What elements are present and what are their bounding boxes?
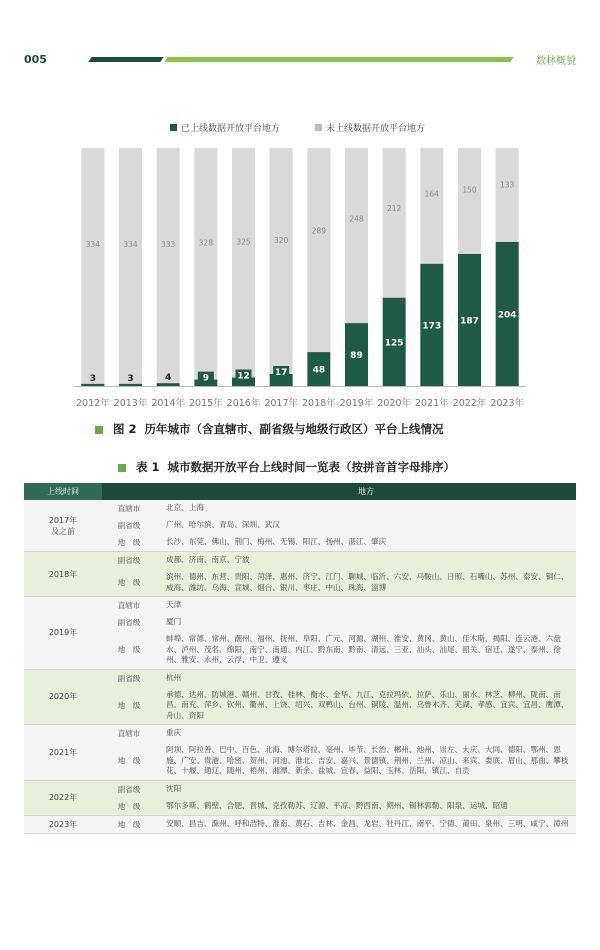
section-brand: 数林概貌 [536,56,576,67]
year-group [24,815,576,833]
year-group [24,552,576,597]
cities-cell: 鄂尔多斯、鹤壁、合肥、晋城、克孜勒苏、辽源、平凉、黔西南、朔州、锡林郭勒、阳泉、运城、昭通 [156,798,576,816]
data-label-not-launched: 334 [85,240,100,250]
x-tick-label: 2020年 [377,398,412,409]
table-row [24,780,576,798]
year-group [24,597,576,670]
x-tick-label: 2014年 [151,398,186,409]
legend-label: 未上线数据开放平台地方 [326,124,426,134]
year-cell: 2021年 [24,725,102,781]
cities-cell: 蚌埠、常德、常州、潮州、福州、抚州、阜阳、广元、河源、湖州、淮安、黄冈、黄山、佳木斯、揭阳、连云港、六盘水、泸州、茂名、绵阳、南宁、南通、内江、黔东南、黔南、清远、三亚、汕头、汕尾、韶关、宿迁、遂宁、泰州、徐州、雅安、永州、云浮、中卫、遵义 [156,631,576,669]
table-row [24,631,576,669]
data-label-not-launched: 328 [198,238,213,248]
x-tick-label: 2013年 [113,398,148,409]
data-label-launched: 9 [202,373,209,384]
cities-cell: 广州、哈尔滨、青岛、深圳、武汉 [156,517,576,534]
figure-caption [95,421,444,437]
year-cell: 2023年 [24,815,102,833]
level-cell: 地 级 [102,631,156,669]
data-label-launched: 4 [165,373,172,384]
level-cell: 副省级 [102,517,156,534]
data-label-launched: 17 [274,367,288,378]
data-label-not-launched: 334 [123,240,138,250]
year-group [24,725,576,781]
header-launch-time: 上线时间 [24,483,102,500]
caption-marker-icon [118,464,126,472]
bar-launched [157,383,180,386]
level-cell: 直辖市 [102,500,156,517]
level-cell: 地 级 [102,569,156,597]
cities-cell: 沈阳 [156,780,576,798]
data-label-not-launched: 289 [311,226,326,236]
data-label-not-launched: 150 [462,185,477,195]
table-row [24,597,576,615]
bar-not-launched [157,148,180,383]
level-cell: 地 级 [102,742,156,780]
year-cell: 2022年 [24,780,102,815]
bar-not-launched [194,148,217,380]
bar-not-launched [420,148,443,264]
cities-cell: 厦门 [156,614,576,631]
level-cell: 地 级 [102,815,156,833]
x-tick-label: 2019年 [339,398,374,409]
level-cell: 地 级 [102,798,156,816]
year-group [24,500,576,552]
header-place: 地方 [156,483,576,500]
year-group [24,780,576,815]
cities-cell: 阿坝、阿拉善、巴中、百色、北海、博尔塔拉、亳州、毕节、长治、郴州、池州、崇左、大庆、大同、德阳、鄂州、恩施、广安、贵港、哈密、贺州、河池、淮北、吉安、嘉兴、景德镇、荆州、兰州、凉山、来宾、娄底、眉山、那曲、攀枝花、十堰、通辽、随州、梧州、湘潭、新余、盐城、宜春、益阳、玉林、岳阳、镇江、自贡 [156,742,576,780]
bar-launched [81,384,104,386]
table-row [24,742,576,780]
bar-not-launched [81,148,104,384]
level-cell: 副省级 [102,552,156,570]
cities-cell: 天津 [156,597,576,615]
data-label-launched: 3 [127,373,134,384]
data-label-not-launched: 164 [424,189,439,199]
bar-not-launched [307,148,330,352]
x-tick-label: 2018年 [301,398,336,409]
table-caption [118,459,455,475]
x-tick-label: 2017年 [264,398,299,409]
bar-not-launched [345,148,368,323]
caption-marker-icon [95,426,103,434]
level-cell: 副省级 [102,780,156,798]
data-label-launched: 48 [312,365,326,376]
data-label-not-launched: 333 [161,239,176,249]
header-level [102,483,156,500]
year-cell: 2020年 [24,669,102,725]
legend-label: 已上线数据开放平台地方 [181,124,281,134]
data-label-not-launched: 320 [274,235,289,245]
level-cell: 副省级 [102,669,156,687]
stacked-bar-chart [60,118,540,418]
bar-not-launched [496,148,519,242]
platform-launch-table [24,483,576,834]
data-label-not-launched: 212 [387,203,402,213]
cities-cell: 安顺、昌吉、滁州、呼和浩特、淮南、黄石、吉林、金昌、龙岩、牡丹江、南平、宁德、莆田、泉州、三明、咸宁、漳州 [156,815,576,833]
data-label-not-launched: 325 [236,237,251,247]
cities-cell: 承德、达州、防城港、赣州、甘孜、桂林、衡水、金华、九江、克拉玛依、拉萨、乐山、丽水、林芝、柳州、陇南、南昌、南充、萍乡、钦州、衢州、上饶、绍兴、双鸭山、台州、铜陵、温州、乌鲁木齐、芜湖、孝感、宜宾、宜昌、鹰潭、舟山、资阳 [156,687,576,725]
data-label-launched: 3 [89,373,96,384]
legend-swatch [170,124,177,131]
x-tick-label: 2016年 [226,398,261,409]
bar-not-launched [119,148,142,384]
level-cell: 地 级 [102,534,156,552]
data-label-not-launched: 133 [500,180,515,190]
table-caption-label: 表 1 [136,460,160,474]
table-row [24,725,576,743]
level-cell: 直辖市 [102,597,156,615]
x-tick-label: 2021年 [414,398,449,409]
header-bar-dark [88,57,164,62]
data-label-launched: 173 [422,321,442,332]
page-number: 005 [24,53,47,66]
cities-cell: 长沙、东莞、佛山、荆门、梅州、无锡、阳江、扬州、湛江、肇庆 [156,534,576,552]
year-cell: 2018年 [24,552,102,597]
table-row [24,798,576,816]
table-row [24,517,576,534]
bar-not-launched [458,148,481,254]
legend-swatch [315,124,322,131]
level-cell: 直辖市 [102,725,156,743]
bar-launched [119,384,142,386]
year-group [24,669,576,725]
table-row [24,669,576,687]
x-tick-label: 2023年 [490,398,525,409]
data-label-launched: 187 [460,316,479,327]
table-row [24,500,576,517]
x-tick-label: 2015年 [188,398,223,409]
data-label-not-launched: 248 [349,214,364,224]
table-row [24,614,576,631]
table-row [24,534,576,552]
cities-cell: 成都、济南、南京、宁波 [156,552,576,570]
cities-cell: 滨州、德州、东营、贵阳、菏泽、惠州、济宁、江门、聊城、临沂、六安、马鞍山、日照、石嘴山、苏州、泰安、铜仁、威海、潍坊、乌海、宣城、烟台、银川、枣庄、中山、珠海、淄博 [156,569,576,597]
cities-cell: 重庆 [156,725,576,743]
figure-caption-text: 历年城市（含直辖市、副省级与地级行政区）平台上线情况 [144,422,444,436]
level-cell: 副省级 [102,614,156,631]
data-label-launched: 204 [497,310,517,321]
bar-not-launched [383,148,406,298]
x-tick-label: 2012年 [75,398,110,409]
year-cell: 2017年 及之前 [24,500,102,552]
data-label-launched: 12 [237,371,250,382]
table-row [24,569,576,597]
table-caption-text: 城市数据开放平台上线时间一览表（按拼音首字母排序） [167,460,456,474]
bar-not-launched [270,148,293,374]
bar-not-launched [232,148,255,378]
figure-caption-label: 图 2 [113,422,137,436]
header-bar-light [164,57,514,62]
table-row [24,687,576,725]
table-row [24,552,576,570]
year-cell: 2019年 [24,597,102,670]
level-cell: 地 级 [102,687,156,725]
data-label-launched: 125 [384,338,404,349]
x-tick-label: 2022年 [452,398,487,409]
cities-cell: 北京、上海 [156,500,576,517]
cities-cell: 杭州 [156,669,576,687]
table-row [24,815,576,833]
data-label-launched: 89 [350,351,363,362]
